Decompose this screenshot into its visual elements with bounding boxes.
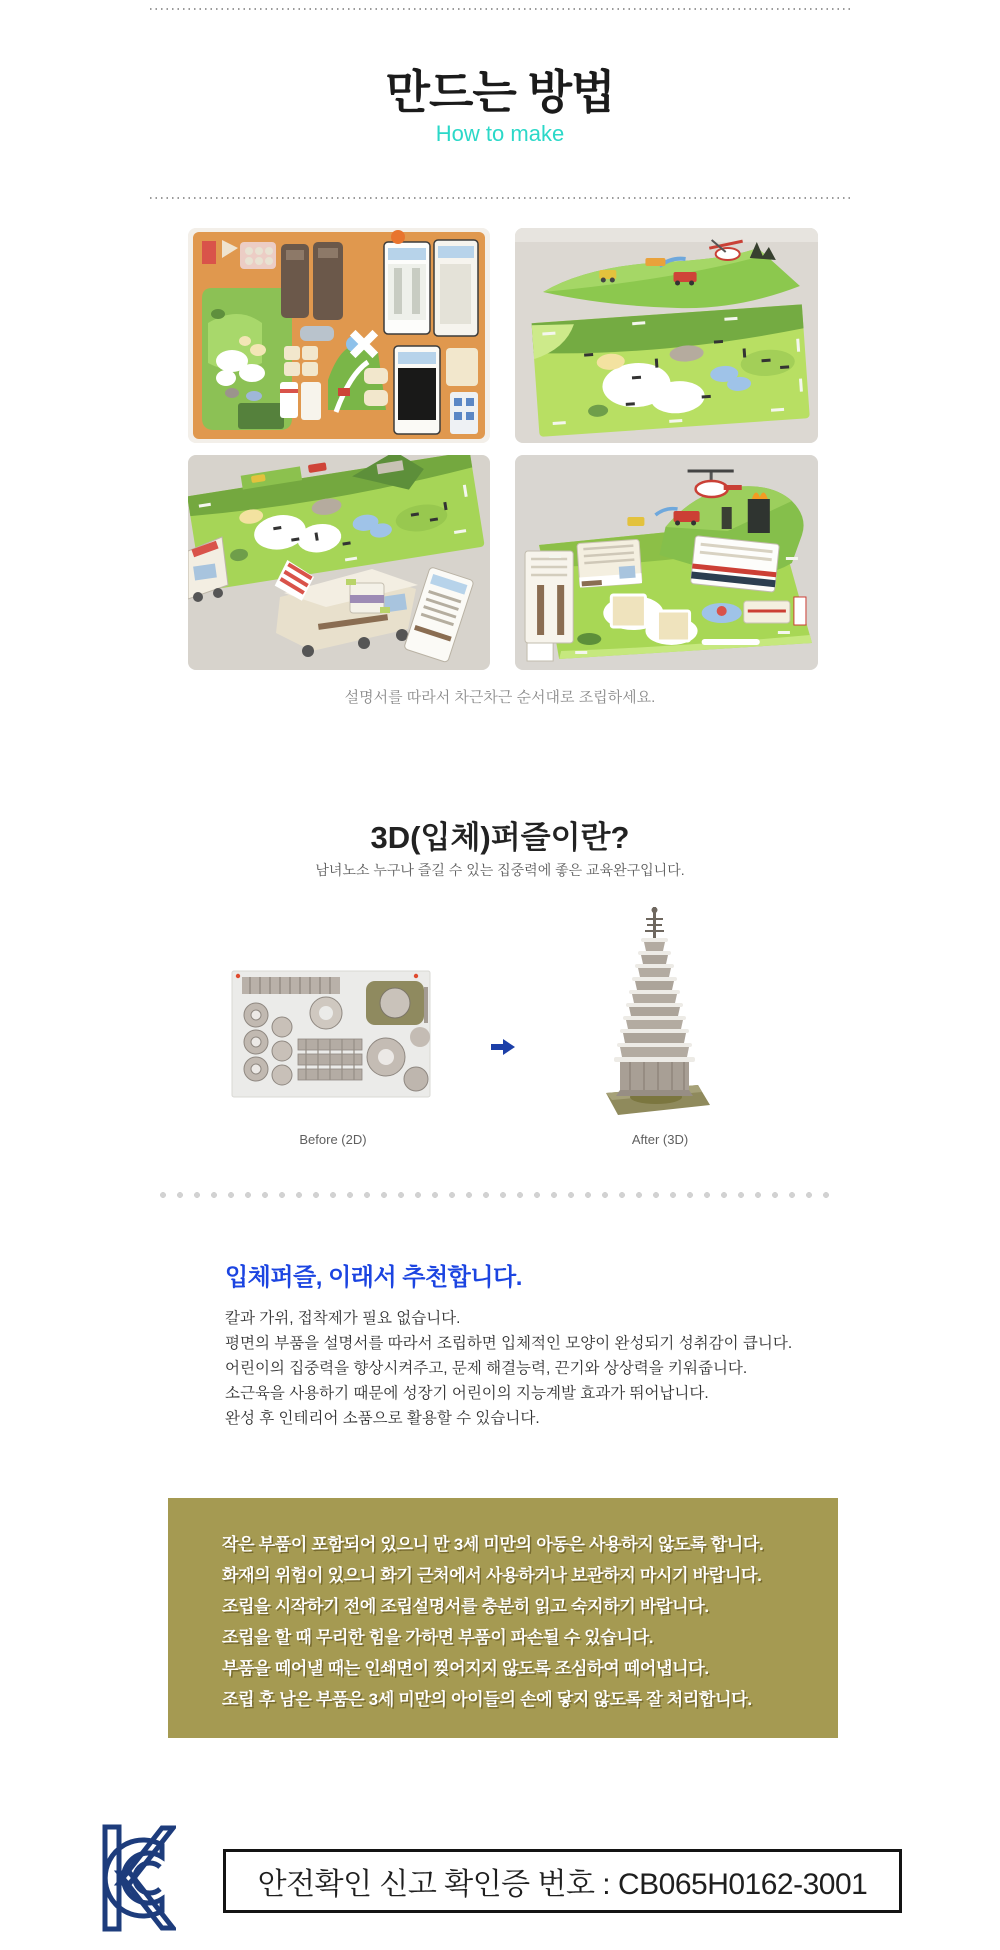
section-subtitle-3d-puzzle: 남녀노소 누구나 즐길 수 있는 집중력에 좋은 교육완구입니다. [315, 862, 685, 878]
photo-finished-diorama [515, 455, 818, 670]
before-2d-image [226, 963, 440, 1107]
warning-line: 작은 부품이 포함되어 있으니 만 3세 미만의 아동은 사용하지 않도록 합니다. [222, 1535, 764, 1554]
recommend-line: 어린이의 집중력을 향상시켜주고, 문제 해결능력, 끈기와 상상력을 키워줍니다. [225, 1360, 748, 1377]
warning-box [168, 1498, 838, 1738]
dots-separator [159, 1191, 837, 1199]
before-label: Before (2D) [299, 1132, 367, 1147]
recommend-body [225, 1306, 845, 1431]
before-after-arrow-icon [490, 1037, 516, 1057]
certification-number-text: 안전확인 신고 확인증 번호 : CB065H0162-3001 [257, 1868, 868, 1901]
warning-line: 조립 후 남은 부품은 3세 미만의 아이들의 손에 닿지 않도록 잘 처리합니다. [222, 1690, 752, 1709]
after-label: After (3D) [631, 1132, 689, 1147]
recommend-line: 평면의 부품을 설명서를 따라서 조립하면 입체적인 모양이 완성되기 성취감이 큽니다. [225, 1335, 793, 1352]
top-dotted-divider [150, 8, 850, 10]
page-subtitle: How to make [435, 121, 565, 146]
warning-line: 조립을 시작하기 전에 조립설명서를 충분히 읽고 숙지하기 바랍니다. [222, 1597, 709, 1616]
section-title-3d-puzzle: 3D(입체)퍼즐이란? [370, 820, 630, 855]
recommend-line: 완성 후 인테리어 소품으로 활용할 수 있습니다. [225, 1410, 540, 1427]
recommend-title: 입체퍼즐, 이래서 추천합니다. [225, 1264, 522, 1291]
page-title: 만드는 방법 [385, 66, 615, 118]
certification-number-box [223, 1849, 902, 1913]
warning-text [222, 1529, 763, 1715]
recommend-line: 칼과 가위, 접착제가 필요 없습니다. [225, 1310, 461, 1327]
kc-certification-mark-icon [100, 1823, 176, 1933]
photo-parts-sheet [188, 228, 490, 443]
heading-dotted-divider [150, 197, 850, 199]
photo-board-pieces [515, 228, 818, 443]
assembly-caption: 설명서를 따라서 차근차근 순서대로 조립하세요. [344, 689, 656, 706]
warning-line: 화재의 위험이 있으니 화기 근처에서 사용하거나 보관하지 마시기 바랍니다. [222, 1566, 762, 1585]
after-3d-image [596, 905, 714, 1119]
warning-line: 부품을 떼어낼 때는 인쇄면이 찢어지지 않도록 조심하여 떼어냅니다. [222, 1659, 709, 1678]
warning-line: 조립을 할 때 무리한 힘을 가하면 부품이 파손될 수 있습니다. [222, 1628, 654, 1647]
photo-partial-assembly [188, 455, 490, 670]
recommend-line: 소근육을 사용하기 때문에 성장기 어린이의 지능계발 효과가 뛰어납니다. [225, 1385, 709, 1402]
